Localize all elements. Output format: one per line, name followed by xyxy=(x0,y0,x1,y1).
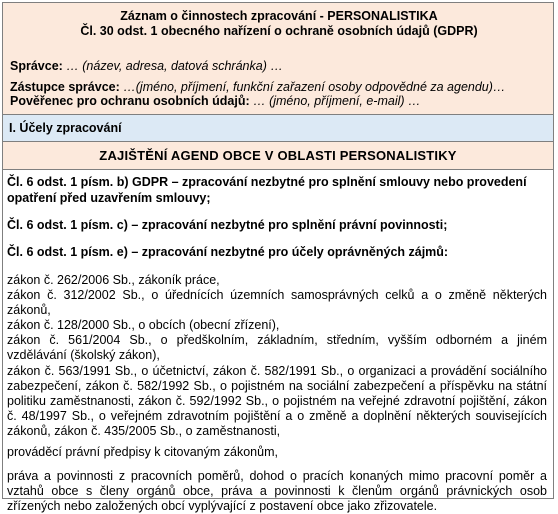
record-subtitle: Čl. 30 odst. 1 obecného nařízení o ochraně osobních údajů (GDPR) xyxy=(80,24,478,38)
record-title: Záznam o činnostech zpracování - PERSONALISTIKA xyxy=(120,9,438,23)
representative-field xyxy=(10,80,505,95)
record-header xyxy=(2,2,554,115)
law-list xyxy=(7,273,547,514)
legal-basis-obligation: Čl. 6 odst. 1 písm. c) – zpracování nezbytné pro splnění právní povinnosti; xyxy=(7,218,448,232)
section-heading xyxy=(2,114,554,142)
law-item: zákon č. 561/2004 Sb., o předškolním, základním, středním, vyšším odborném a jiném vzdělávání (školský zákon), xyxy=(7,333,547,363)
law-item: zákon č. 312/2002 Sb., o úřednících územních samosprávných celků a o změně některých zákonů, xyxy=(7,288,547,318)
legal-basis-interest: Čl. 6 odst. 1 písm. e) – zpracování nezbytné pro účely oprávněných zájmů: xyxy=(7,244,449,259)
controller-label: Správce: xyxy=(10,59,63,73)
agenda-title: ZAJIŠTĚNÍ AGEND OBCE V OBLASTI PERSONALISTIKY xyxy=(99,148,457,163)
law-item: zákon č. 262/2006 Sb., zákoník práce, xyxy=(7,273,220,287)
law-item: prováděcí právní předpisy k citovaným zákonům, xyxy=(7,445,278,460)
controller-value: … (název, adresa, datová schránka) … xyxy=(66,59,283,73)
section-title: I. Účely zpracování xyxy=(9,121,122,135)
law-item: zákon č. 128/2000 Sb., o obcích (obecní zřízení), xyxy=(7,318,280,333)
agenda-banner xyxy=(2,141,554,170)
representative-label: Zástupce správce: xyxy=(10,80,120,94)
dpo-value: … (jméno, příjmení, e-mail) … xyxy=(253,94,421,108)
controller-field xyxy=(10,59,283,74)
dpo-label: Pověřenec pro ochranu osobních údajů: xyxy=(10,94,250,108)
law-item: práva a povinnosti z pracovních poměrů, dohod o pracích konaných mimo pracovní poměr a vztahů obce s členy orgánů obce, práva a povinnosti k členům orgánů právnických osob zřízených nebo založených obcí vyplývající z postavení obce jako zřizovatele. xyxy=(7,469,547,514)
legal-basis-contract: Čl. 6 odst. 1 písm. b) GDPR – zpracování nezbytné pro splnění smlouvy nebo provedení opatření před uzavřením smlouvy; xyxy=(7,175,527,205)
dpo-field xyxy=(10,94,421,109)
law-item: zákon č. 563/1991 Sb., o účetnictví, zákon č. 582/1991 Sb., o organizaci a provádění sociálního zabezpečení, zákon č. 582/1992 Sb., o pojistném na sociální zabezpečení a příspěvku na státní politiku zaměstnanosti, zákon č. 592/1992 Sb., o pojistném na veřejné zdravotní pojištění, zákon č. 48/1997 Sb., o veřejném zdravotním pojištění a o změně a doplnění některých souvisejících zákonů, zákon č. 435/2005 Sb., o zaměstnanosti, xyxy=(7,363,547,438)
purposes-content xyxy=(7,175,547,514)
representative-value: …(jméno, příjmení, funkční zařazení osoby odpovědné za agendu)… xyxy=(123,80,506,94)
